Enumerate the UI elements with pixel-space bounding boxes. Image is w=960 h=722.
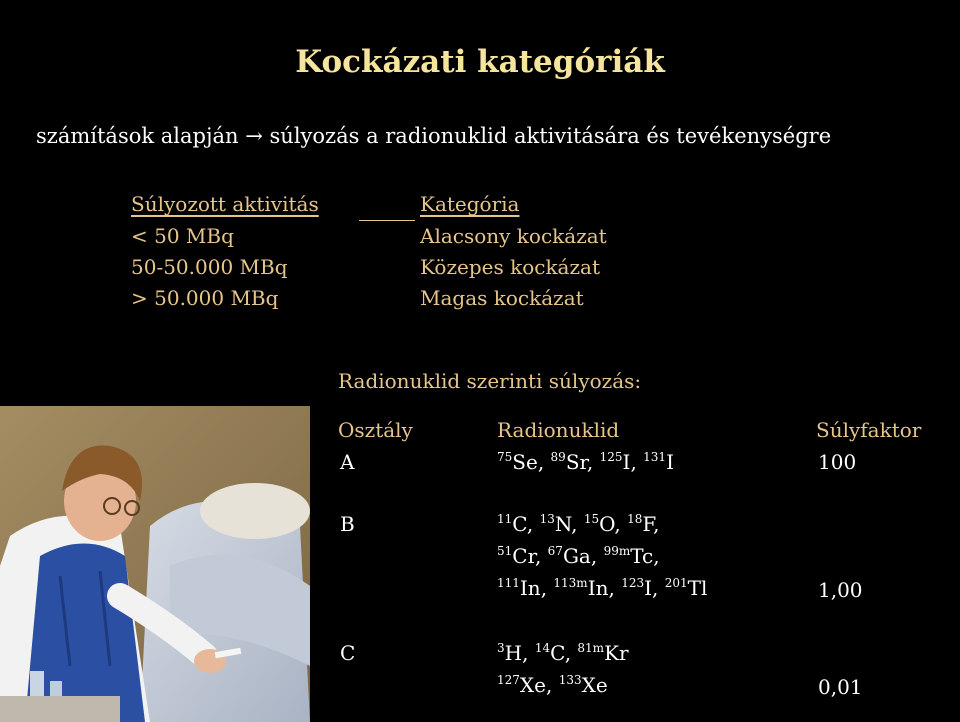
nuclide-heading: Radionuklid szerinti súlyozás: [338, 369, 642, 393]
activity-row-1: < 50 MBq [131, 224, 234, 248]
subtitle-before: számítások alapján [36, 124, 239, 148]
class-c-nuclides-line-2: $^{127}$Xe, $^{133}$Xe [497, 673, 608, 697]
class-b-nuclides-line-1: $^{11}$C, $^{13}$N, $^{15}$O, $^{18}$F, [497, 512, 660, 536]
header-underline-gap [359, 220, 415, 221]
activity-row-3: > 50.000 MBq [131, 286, 279, 310]
class-b-nuclides-line-3: $^{111}$In, $^{113m}$In, $^{123}$I, $^{201}$Tl [497, 576, 708, 600]
class-c-nuclides-line-1: $^3$H, $^{14}$C, $^{81m}$Kr [497, 641, 629, 665]
class-a-factor: 100 [818, 450, 857, 474]
subtitle-after: súlyozás a radionuklid aktivitására és tevékenységre [269, 124, 832, 148]
page-title: Kockázati kategóriák [295, 44, 665, 80]
class-header: Osztály [338, 418, 413, 442]
category-row-3: Magas kockázat [420, 286, 584, 310]
class-a-nuclides: $^{75}$Se, $^{89}$Sr, $^{125}$I, $^{131}$I [497, 450, 674, 474]
class-a-label: A [340, 450, 355, 474]
category-row-1: Alacsony kockázat [420, 224, 607, 248]
activity-header: Súlyozott aktivitás [131, 192, 319, 216]
class-c-factor: 0,01 [818, 675, 863, 699]
subtitle [36, 124, 831, 148]
factor-header: Súlyfaktor [816, 418, 922, 442]
category-row-2: Közepes kockázat [420, 255, 600, 279]
activity-row-2: 50-50.000 MBq [131, 255, 288, 279]
nuclide-header: Radionuklid [497, 418, 620, 442]
class-b-factor: 1,00 [818, 578, 863, 602]
arrow-right-icon: → [245, 124, 263, 148]
class-b-label: B [340, 512, 355, 536]
class-c-label: C [340, 641, 356, 665]
photo-illustration [0, 406, 310, 722]
category-header: Kategória [420, 192, 520, 216]
nurse-preparing-injection-photo [0, 406, 310, 722]
class-b-nuclides-line-2: $^{51}$Cr, $^{67}$Ga, $^{99m}$Tc, [497, 544, 660, 568]
